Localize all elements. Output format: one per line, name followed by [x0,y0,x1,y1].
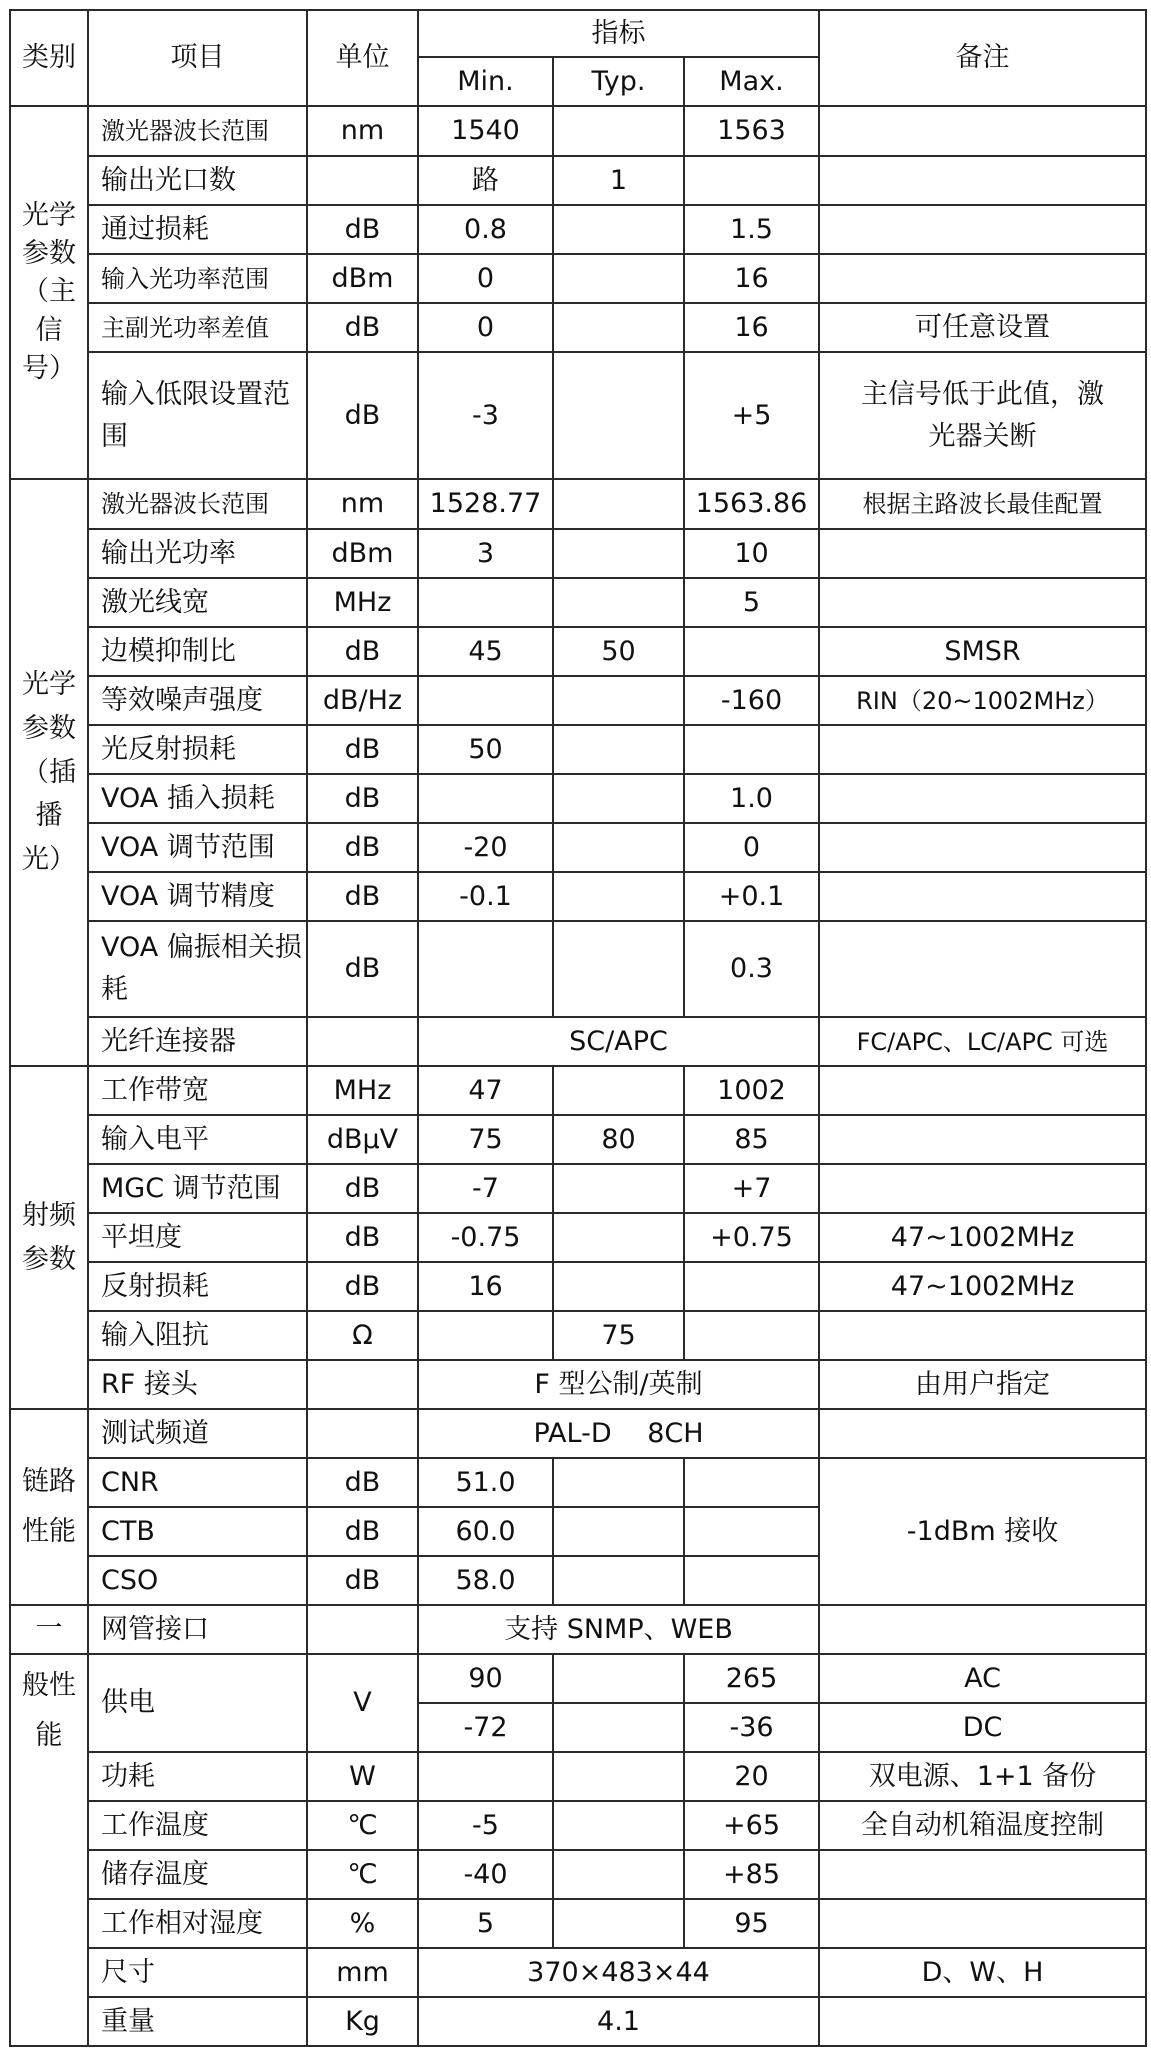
category-general-top: 一 [10,1605,88,1654]
row-unit [307,1360,418,1409]
row-min: 45 [418,627,553,676]
row-item: 输入低限设置范围 [88,352,307,479]
row-min [418,578,553,627]
row-note [819,774,1146,823]
row-note: D、W、H [819,1948,1146,1997]
row-max [684,1507,819,1556]
row-item: 功耗 [88,1752,307,1801]
header-row-1 [10,10,1146,57]
row-unit: Kg [307,1997,418,2046]
category-link: 链路性能 [10,1409,88,1605]
row-note: FC/APC、LC/APC 可选 [819,1017,1146,1066]
row-typ [553,1164,684,1213]
row-min: -40 [418,1850,553,1899]
row-typ [553,106,684,156]
row-span-value: F 型公制/英制 [418,1360,819,1409]
row-max: 20 [684,1752,819,1801]
row-typ [553,1850,684,1899]
table-row [10,1115,1146,1164]
header-unit: 单位 [307,10,418,106]
row-item: 工作温度 [88,1801,307,1850]
row-max [684,725,819,774]
table-row [10,774,1146,823]
row-note: 47~1002MHz [819,1213,1146,1262]
row-item: 测试频道 [88,1409,307,1458]
row-min: -20 [418,823,553,872]
row-min: 50 [418,725,553,774]
row-note [819,725,1146,774]
table-row [10,627,1146,676]
row-unit: dB [307,1164,418,1213]
row-min: 60.0 [418,1507,553,1556]
row-typ: 50 [553,627,684,676]
table-row [10,823,1146,872]
row-min: 51.0 [418,1458,553,1507]
row-min: 1528.77 [418,479,553,529]
row-note [819,1409,1146,1458]
row-unit: MHz [307,1066,418,1115]
row-min: -0.1 [418,872,553,921]
table-row [10,1164,1146,1213]
row-note [819,921,1146,1017]
table-row [10,1997,1146,2046]
row-min [418,921,553,1017]
table-row [10,578,1146,627]
row-item: 重量 [88,1997,307,2046]
row-note [819,872,1146,921]
row-max: -36 [684,1703,819,1752]
row-min: -72 [418,1703,553,1752]
row-max: 1.5 [684,205,819,254]
row-typ [553,872,684,921]
row-note: 可任意设置 [819,303,1146,352]
row-unit: dB [307,1507,418,1556]
header-category: 类别 [10,10,88,106]
row-item: 激光线宽 [88,578,307,627]
row-min: 90 [418,1654,553,1703]
row-note [819,823,1146,872]
row-min: 0.8 [418,205,553,254]
row-item: 反射损耗 [88,1262,307,1311]
row-item: 平坦度 [88,1213,307,1262]
row-unit: nm [307,479,418,529]
header-indicator: 指标 [418,10,819,57]
row-unit: dB [307,303,418,352]
row-unit: mm [307,1948,418,1997]
row-typ [553,725,684,774]
row-note: 由用户指定 [819,1360,1146,1409]
row-typ [553,1899,684,1948]
row-note [819,1850,1146,1899]
row-unit [307,1409,418,1458]
table-row [10,106,1146,156]
row-min [418,774,553,823]
table-row [10,725,1146,774]
row-unit: Ω [307,1311,418,1360]
row-item: 储存温度 [88,1850,307,1899]
row-unit [307,1605,418,1654]
row-typ [553,1458,684,1507]
category-general: 般性能 [10,1654,88,2046]
row-min [418,1311,553,1360]
row-unit [307,1017,418,1066]
row-unit: dB [307,921,418,1017]
row-note: AC [819,1654,1146,1703]
row-typ [553,205,684,254]
row-item: CNR [88,1458,307,1507]
row-unit: % [307,1899,418,1948]
row-unit: dB [307,352,418,479]
row-item: 供电 [88,1654,307,1752]
row-note [819,1899,1146,1948]
row-unit: dBμV [307,1115,418,1164]
row-item: 输出光功率 [88,529,307,578]
row-typ [553,1556,684,1605]
header-remark: 备注 [819,10,1146,106]
row-item: 通过损耗 [88,205,307,254]
row-unit: dB [307,1213,418,1262]
table-row [10,1850,1146,1899]
category-rf: 射频参数 [10,1066,88,1409]
row-typ [553,254,684,303]
row-min: -3 [418,352,553,479]
table-row [10,1017,1146,1066]
row-note: SMSR [819,627,1146,676]
table-row [10,1948,1146,1997]
row-max: 10 [684,529,819,578]
row-note: RIN（20~1002MHz） [819,676,1146,725]
table-row [10,1066,1146,1115]
table-row [10,872,1146,921]
table-row [10,1458,1146,1507]
row-max [684,1262,819,1311]
row-item: 等效噪声强度 [88,676,307,725]
header-min: Min. [418,57,553,106]
row-note [819,1311,1146,1360]
row-unit: dB [307,1458,418,1507]
row-span-value: 支持 SNMP、WEB [418,1605,819,1654]
row-unit: nm [307,106,418,156]
row-note [819,529,1146,578]
row-max: 5 [684,578,819,627]
row-item: VOA 偏振相关损耗 [88,921,307,1017]
row-max: 1563 [684,106,819,156]
row-typ [553,676,684,725]
row-max [684,156,819,205]
header-max: Max. [684,57,819,106]
row-typ: 1 [553,156,684,205]
row-max: +0.75 [684,1213,819,1262]
table-row [10,1409,1146,1458]
row-span-value: PAL-D 8CH [418,1409,819,1458]
table-row [10,1360,1146,1409]
table-row [10,1213,1146,1262]
row-item: 输入光功率范围 [88,254,307,303]
row-typ [553,529,684,578]
row-max: 265 [684,1654,819,1703]
row-max: 95 [684,1899,819,1948]
row-max: +65 [684,1801,819,1850]
row-min: 58.0 [418,1556,553,1605]
row-typ [553,1801,684,1850]
row-min: -0.75 [418,1213,553,1262]
row-note [819,1066,1146,1115]
row-note [819,1605,1146,1654]
category-optical-main: 光学参数（主信号） [10,106,88,479]
row-min: -7 [418,1164,553,1213]
table-row [10,676,1146,725]
row-typ [553,1066,684,1115]
row-item: MGC 调节范围 [88,1164,307,1213]
row-note [819,578,1146,627]
row-note [819,1115,1146,1164]
row-note [819,254,1146,303]
row-max: 0 [684,823,819,872]
row-typ [553,1703,684,1752]
row-max: 1.0 [684,774,819,823]
row-unit: dB [307,1262,418,1311]
table-row [10,1801,1146,1850]
row-item: 网管接口 [88,1605,307,1654]
row-item: RF 接头 [88,1360,307,1409]
row-item: 激光器波长范围 [88,479,307,529]
row-typ [553,774,684,823]
row-min: 3 [418,529,553,578]
row-min: 1540 [418,106,553,156]
row-typ [553,1507,684,1556]
row-max: +5 [684,352,819,479]
row-item: VOA 插入损耗 [88,774,307,823]
row-note: 全自动机箱温度控制 [819,1801,1146,1850]
row-unit: W [307,1752,418,1801]
row-item: 激光器波长范围 [88,106,307,156]
table-row [10,479,1146,529]
row-note [819,156,1146,205]
row-unit: dB/Hz [307,676,418,725]
row-typ [553,479,684,529]
spec-table [9,9,1147,2047]
row-min: 47 [418,1066,553,1115]
row-min: 0 [418,303,553,352]
row-unit: dB [307,627,418,676]
row-unit: dB [307,1556,418,1605]
row-note [819,106,1146,156]
table-row [10,1899,1146,1948]
row-max: +85 [684,1850,819,1899]
row-typ [553,823,684,872]
row-max: 1563.86 [684,479,819,529]
row-typ: 80 [553,1115,684,1164]
row-min: 5 [418,1899,553,1948]
row-item: CTB [88,1507,307,1556]
row-min: -5 [418,1801,553,1850]
row-span-value: 370×483×44 [418,1948,819,1997]
row-item: VOA 调节范围 [88,823,307,872]
row-unit: ℃ [307,1850,418,1899]
row-typ: 75 [553,1311,684,1360]
table-row [10,1605,1146,1654]
row-note: 根据主路波长最佳配置 [819,479,1146,529]
row-min: 路 [418,156,553,205]
row-unit: dBm [307,529,418,578]
row-max: 85 [684,1115,819,1164]
table-row [10,156,1146,205]
row-unit: V [307,1654,418,1752]
table-row [10,1311,1146,1360]
row-span-value: SC/APC [418,1017,819,1066]
row-item: 边模抑制比 [88,627,307,676]
row-item: 工作带宽 [88,1066,307,1115]
row-typ [553,1213,684,1262]
table-row [10,352,1146,479]
row-item: 输入阻抗 [88,1311,307,1360]
row-unit: dB [307,205,418,254]
row-typ [553,578,684,627]
row-max: +0.1 [684,872,819,921]
table-row [10,1654,1146,1703]
row-unit: dB [307,774,418,823]
row-note: 47~1002MHz [819,1262,1146,1311]
row-max: 0.3 [684,921,819,1017]
header-typ: Typ. [553,57,684,106]
table-row [10,254,1146,303]
row-min [418,676,553,725]
row-max: 16 [684,303,819,352]
table-row [10,529,1146,578]
row-note: -1dBm 接收 [819,1458,1146,1605]
row-max: -160 [684,676,819,725]
table-row [10,205,1146,254]
row-unit: dBm [307,254,418,303]
row-item: 输入电平 [88,1115,307,1164]
row-item: CSO [88,1556,307,1605]
row-typ [553,352,684,479]
row-unit: dB [307,823,418,872]
row-typ [553,921,684,1017]
table-row [10,921,1146,1017]
row-min: 0 [418,254,553,303]
row-item: 输出光口数 [88,156,307,205]
row-note: 主信号低于此值，激光器关断 [819,352,1146,479]
table-row [10,1262,1146,1311]
row-item: 工作相对湿度 [88,1899,307,1948]
row-max [684,1311,819,1360]
header-item: 项目 [88,10,307,106]
row-span-value: 4.1 [418,1997,819,2046]
table-row [10,303,1146,352]
row-note: DC [819,1703,1146,1752]
table-row [10,1752,1146,1801]
row-min: 75 [418,1115,553,1164]
row-min [418,1752,553,1801]
row-max: +7 [684,1164,819,1213]
row-item: 光纤连接器 [88,1017,307,1066]
row-note [819,1997,1146,2046]
row-note [819,1164,1146,1213]
category-optical-insert: 光学参数（插播光） [10,479,88,1066]
row-item: VOA 调节精度 [88,872,307,921]
row-unit [307,156,418,205]
row-unit: dB [307,872,418,921]
row-unit: ℃ [307,1801,418,1850]
row-max [684,627,819,676]
row-unit: dB [307,725,418,774]
row-min: 16 [418,1262,553,1311]
row-max: 1002 [684,1066,819,1115]
row-item: 主副光功率差值 [88,303,307,352]
row-item: 光反射损耗 [88,725,307,774]
row-max [684,1458,819,1507]
row-typ [553,1654,684,1703]
row-item: 尺寸 [88,1948,307,1997]
row-note: 双电源、1+1 备份 [819,1752,1146,1801]
row-typ [553,303,684,352]
row-typ [553,1752,684,1801]
row-max: 16 [684,254,819,303]
row-note [819,205,1146,254]
row-unit: MHz [307,578,418,627]
row-typ [553,1262,684,1311]
row-max [684,1556,819,1605]
